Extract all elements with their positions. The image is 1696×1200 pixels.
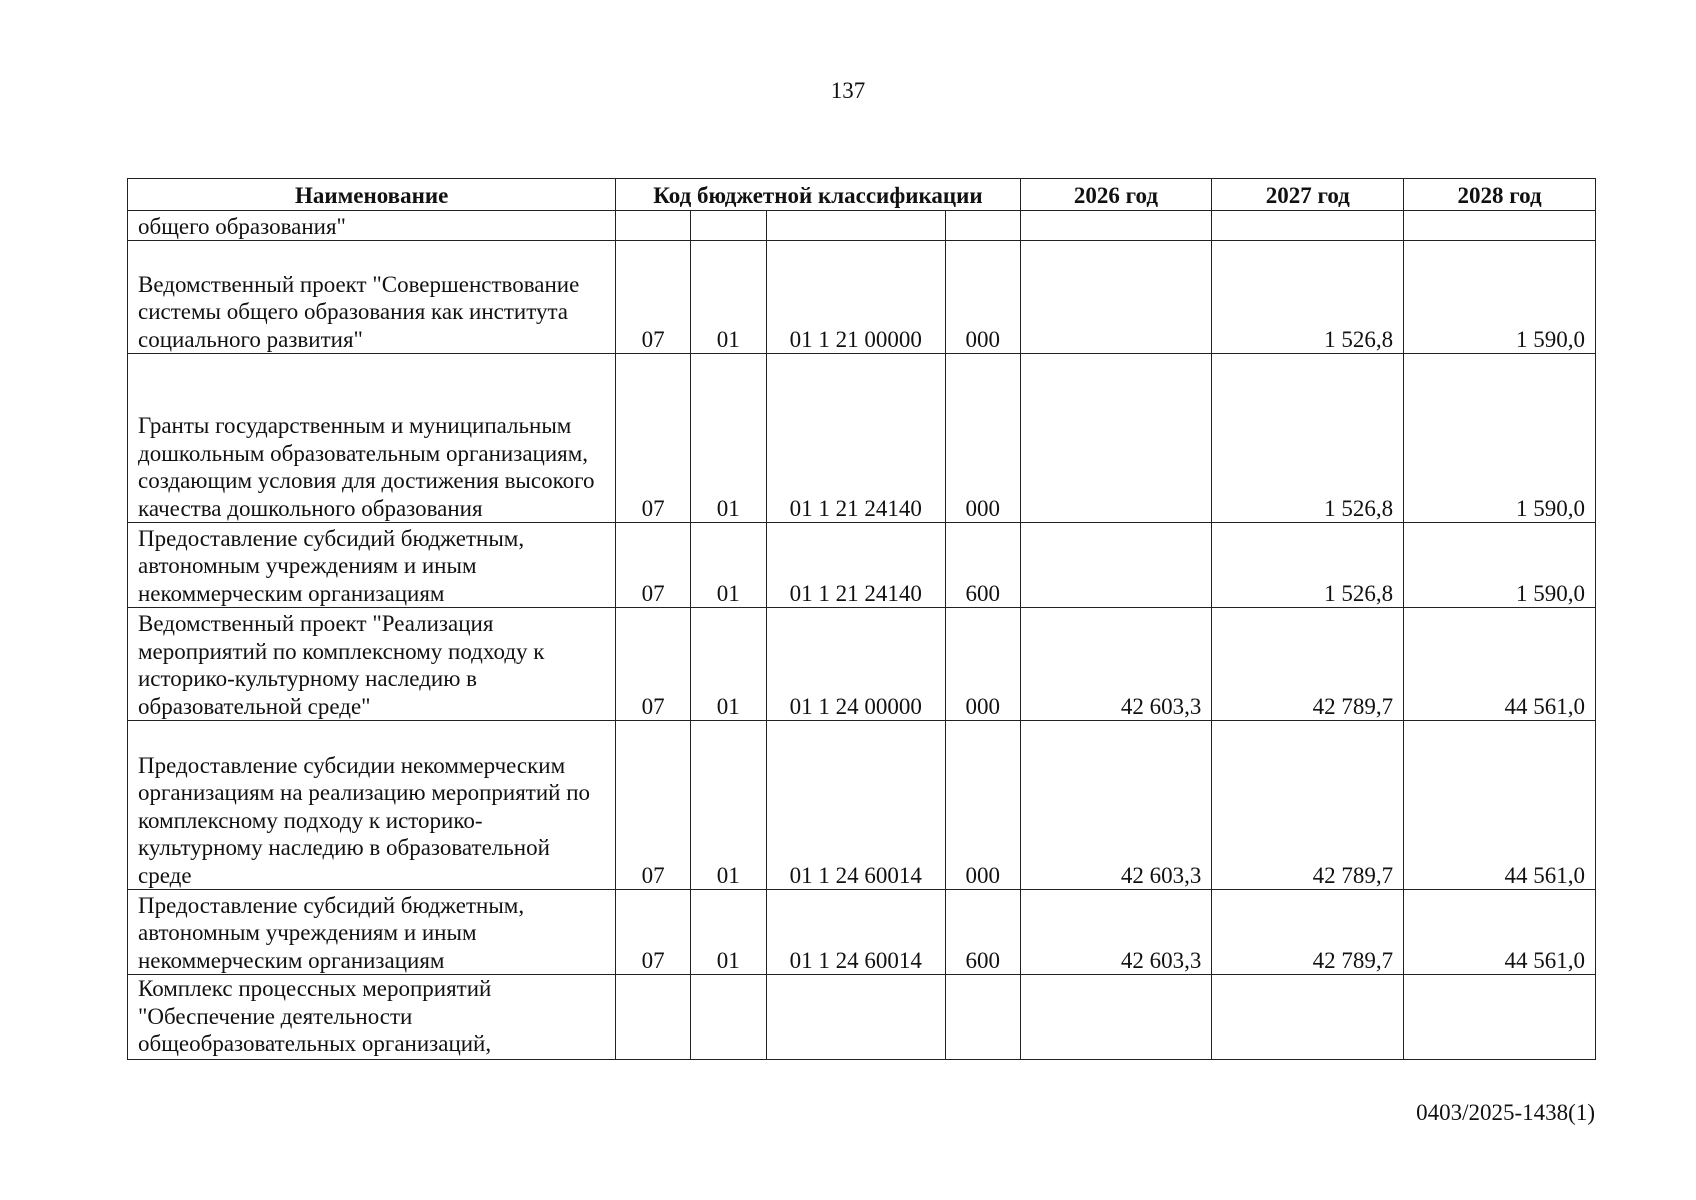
- table-row: [128, 523, 1596, 608]
- row-expense-type-code: [945, 975, 1020, 1060]
- row-expense-type-code: 000: [945, 354, 1020, 523]
- row-subsection-code: 01: [690, 241, 766, 354]
- row-section-code: [616, 211, 691, 241]
- header-name: Наименование: [128, 179, 616, 211]
- row-section-code: 07: [616, 241, 691, 354]
- row-value-2028: 44 561,0: [1404, 890, 1596, 975]
- row-name: Комплекс процессных мероприятий "Обеспечение деятельности общеобразовательных организаций,: [128, 975, 616, 1060]
- row-target-code: 01 1 21 24140: [766, 354, 945, 523]
- row-value-2027: [1212, 211, 1404, 241]
- row-value-2028: 1 590,0: [1404, 241, 1596, 354]
- row-name: Ведомственный проект "Совершенствование системы общего образования как института социального развития": [128, 241, 616, 354]
- row-expense-type-code: 000: [945, 608, 1020, 721]
- row-expense-type-code: 000: [945, 241, 1020, 354]
- row-value-2028: [1404, 211, 1596, 241]
- table-row: [128, 354, 1596, 523]
- table-row: [128, 608, 1596, 721]
- row-value-2026: [1020, 241, 1212, 354]
- row-value-2026: 42 603,3: [1020, 608, 1212, 721]
- table-row: [128, 721, 1596, 890]
- row-target-code: [766, 975, 945, 1060]
- row-value-2028: 1 590,0: [1404, 354, 1596, 523]
- table-row: [128, 241, 1596, 354]
- table-row: [128, 975, 1596, 1060]
- header-budget-code: Код бюджетной классификации: [616, 179, 1020, 211]
- row-value-2026: 42 603,3: [1020, 721, 1212, 890]
- row-section-code: 07: [616, 523, 691, 608]
- row-value-2026: 42 603,3: [1020, 890, 1212, 975]
- header-year-2028: 2028 год: [1404, 179, 1596, 211]
- row-subsection-code: 01: [690, 523, 766, 608]
- row-subsection-code: [690, 211, 766, 241]
- row-subsection-code: 01: [690, 890, 766, 975]
- document-code: 0403/2025-1438(1): [1416, 1100, 1595, 1125]
- row-subsection-code: 01: [690, 721, 766, 890]
- row-target-code: 01 1 24 60014: [766, 721, 945, 890]
- row-value-2026: [1020, 975, 1212, 1060]
- row-value-2026: [1020, 211, 1212, 241]
- row-value-2028: 1 590,0: [1404, 523, 1596, 608]
- row-subsection-code: 01: [690, 608, 766, 721]
- row-name: Гранты государственным и муниципальным дошкольным образовательным организациям, создающим условия для достижения высокого качества дошкольного образования: [128, 354, 616, 523]
- page-number: 137: [830, 78, 866, 103]
- row-value-2027: 42 789,7: [1212, 721, 1404, 890]
- row-name: Ведомственный проект "Реализация мероприятий по комплексному подходу к историко-культурному наследию в образовательной среде": [128, 608, 616, 721]
- row-name: Предоставление субсидии некоммерческим организациям на реализацию мероприятий по комплексному подходу к историко-культурному наследию в образовательной среде: [128, 721, 616, 890]
- row-target-code: 01 1 24 00000: [766, 608, 945, 721]
- row-value-2027: 42 789,7: [1212, 890, 1404, 975]
- row-expense-type-code: 600: [945, 890, 1020, 975]
- row-target-code: [766, 211, 945, 241]
- row-value-2028: [1404, 975, 1596, 1060]
- row-name: Предоставление субсидий бюджетным, автономным учреждениям и иным некоммерческим организациям: [128, 523, 616, 608]
- row-expense-type-code: 000: [945, 721, 1020, 890]
- row-value-2028: 44 561,0: [1404, 608, 1596, 721]
- row-name: Предоставление субсидий бюджетным, автономным учреждениям и иным некоммерческим организациям: [128, 890, 616, 975]
- budget-table: [127, 178, 1596, 1060]
- row-target-code: 01 1 24 60014: [766, 890, 945, 975]
- row-subsection-code: 01: [690, 354, 766, 523]
- table-row: [128, 890, 1596, 975]
- row-name: общего образования": [128, 211, 616, 241]
- header-year-2026: 2026 год: [1020, 179, 1212, 211]
- row-value-2027: 1 526,8: [1212, 523, 1404, 608]
- row-value-2027: 42 789,7: [1212, 608, 1404, 721]
- row-section-code: 07: [616, 354, 691, 523]
- row-subsection-code: [690, 975, 766, 1060]
- row-section-code: [616, 975, 691, 1060]
- row-value-2027: 1 526,8: [1212, 241, 1404, 354]
- row-section-code: 07: [616, 608, 691, 721]
- row-value-2026: [1020, 354, 1212, 523]
- row-target-code: 01 1 21 24140: [766, 523, 945, 608]
- row-value-2028: 44 561,0: [1404, 721, 1596, 890]
- row-expense-type-code: [945, 211, 1020, 241]
- row-value-2026: [1020, 523, 1212, 608]
- header-year-2027: 2027 год: [1212, 179, 1404, 211]
- row-target-code: 01 1 21 00000: [766, 241, 945, 354]
- table-row: [128, 211, 1596, 241]
- row-value-2027: 1 526,8: [1212, 354, 1404, 523]
- row-expense-type-code: 600: [945, 523, 1020, 608]
- row-section-code: 07: [616, 721, 691, 890]
- row-section-code: 07: [616, 890, 691, 975]
- table-header-row: [128, 179, 1596, 211]
- row-value-2027: [1212, 975, 1404, 1060]
